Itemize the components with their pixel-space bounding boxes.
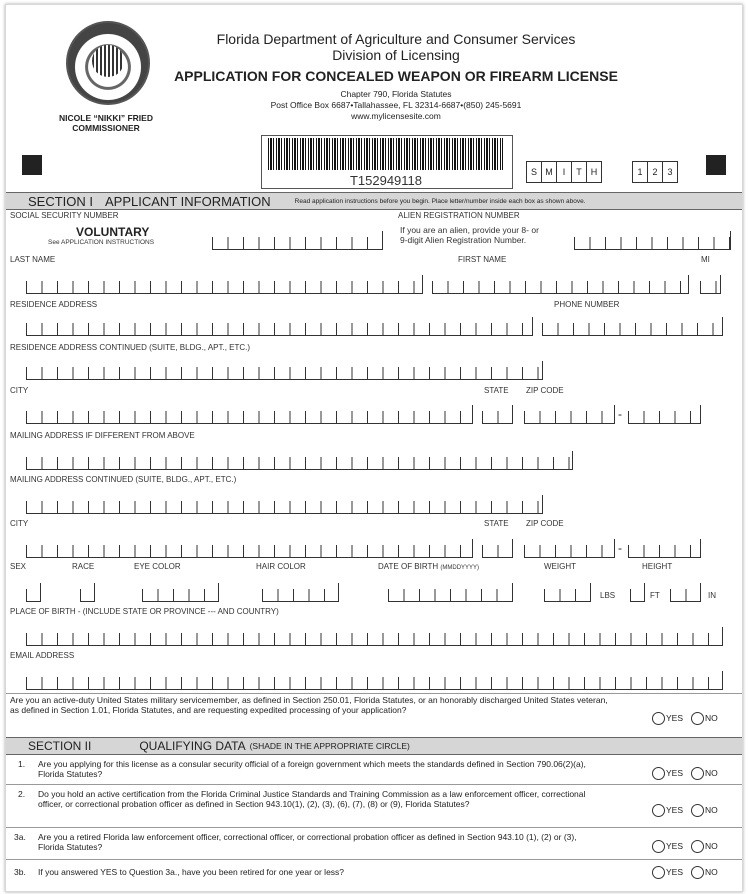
radio-circle-icon <box>691 840 704 853</box>
divider <box>6 784 742 785</box>
zip-dash: - <box>618 407 622 421</box>
alien-number-input[interactable] <box>574 231 731 250</box>
phone-label: PHONE NUMBER <box>554 300 620 309</box>
question-text: If you answered YES to Question 3a., have you been retired for one year or less? <box>38 867 345 877</box>
see-instructions: See APPLICATION INSTRUCTIONS <box>48 239 155 246</box>
alien-label: ALIEN REGISTRATION NUMBER <box>398 211 520 220</box>
yes-label: YES <box>666 767 684 778</box>
letter-box: T <box>571 161 587 183</box>
question-number: 2. <box>18 789 26 799</box>
state-label: STATE <box>484 386 509 395</box>
race-label: RACE <box>72 562 95 571</box>
yes-label: YES <box>666 866 684 877</box>
commissioner-block <box>36 113 176 133</box>
military-question: Are you an active-duty United States military servicemember, as defined in Section 250.01, Florida Statutes, or an honorably discharged United States veteran, as defined in Section 1.01, Florida Statutes, and are requesting expedited processing of your application? <box>10 695 608 715</box>
race-input[interactable] <box>80 583 95 602</box>
first-name-label: FIRST NAME <box>458 255 507 264</box>
radio-circle-icon <box>691 866 704 879</box>
radio-circle-icon <box>691 804 704 817</box>
radio-circle-icon <box>652 712 665 725</box>
residence-input[interactable] <box>26 317 533 336</box>
letter-box: S <box>526 161 542 183</box>
weight-input[interactable] <box>544 583 591 602</box>
zip-ext-input[interactable] <box>628 405 701 424</box>
mailing-label: MAILING ADDRESS IF DIFFERENT FROM ABOVE <box>10 431 195 440</box>
example-digit-boxes <box>632 161 677 183</box>
zip-label: ZIP CODE <box>526 386 564 395</box>
section1-note: Read application instructions before you begin. Place letter/number inside each box as shown above. <box>294 197 586 205</box>
header-sub <box>206 89 586 122</box>
digit-box: 3 <box>662 161 678 183</box>
eye-label: EYE COLOR <box>134 562 181 571</box>
question-text: Are you a retired Florida law enforcement officer, correctional officer, or correctional probation officer as defined in Section 943.10 (1), (2) or (3), Florida Statutes? <box>38 832 577 852</box>
in-unit: IN <box>708 591 716 600</box>
commissioner-name: NICOLE “NIKKI” FRIED <box>59 113 153 123</box>
no-label: NO <box>705 712 718 723</box>
military-no[interactable] <box>691 712 718 725</box>
dob-label <box>378 562 479 571</box>
question-number: 1. <box>18 759 26 769</box>
alien-help-1: If you are an alien, provide your 8- or <box>400 225 539 235</box>
first-name-input[interactable] <box>432 275 689 294</box>
barcode <box>268 138 503 170</box>
dept-name: Florida Department of Agriculture and Consumer Services <box>216 31 576 47</box>
barcode-number: T152949118 <box>349 173 423 188</box>
application-form <box>5 4 743 892</box>
department-seal <box>66 21 150 105</box>
question-number: 3a. <box>14 832 26 842</box>
ft-unit: FT <box>650 591 660 600</box>
section2-title: QUALIFYING DATA <box>139 739 246 753</box>
alien-help-2: 9-digit Alien Registration Number. <box>400 235 527 245</box>
question-text: Do you hold an active certification from the Florida Criminal Justice Standards and Training Commission as a law enforcement officer, correctional officer, or correctional probation officer as defined in Section 943.10(1), (2), (3), (6), (7), (8) or (9), Florida Statutes? <box>38 789 586 809</box>
digit-box: 2 <box>647 161 663 183</box>
residence-cont-input[interactable] <box>26 361 543 380</box>
hair-color-input[interactable] <box>262 583 339 602</box>
q1-no[interactable] <box>691 767 718 780</box>
zip2-dash: - <box>618 541 622 555</box>
no-label: NO <box>705 840 718 851</box>
radio-circle-icon <box>652 767 665 780</box>
mailing-cont-input[interactable] <box>26 495 543 514</box>
section2-label: SECTION II <box>28 739 92 753</box>
email-label: EMAIL ADDRESS <box>10 651 75 660</box>
no-label: NO <box>705 767 718 778</box>
registration-mark-left <box>22 155 42 175</box>
military-yes[interactable] <box>652 712 683 725</box>
zip2-input[interactable] <box>524 539 615 558</box>
q1-options <box>652 767 718 780</box>
ssn-input[interactable] <box>212 231 383 250</box>
dob-input[interactable] <box>388 583 513 602</box>
sex-input[interactable] <box>26 583 41 602</box>
section1-header <box>6 192 742 210</box>
last-name-label: LAST NAME <box>10 255 56 264</box>
q3a-yes[interactable] <box>652 840 683 853</box>
divider <box>6 827 742 828</box>
phone-input[interactable] <box>542 317 723 336</box>
radio-circle-icon <box>691 712 704 725</box>
mailing-input[interactable] <box>26 451 573 470</box>
division-name: Division of Licensing <box>332 47 460 63</box>
mailing-cont-label: MAILING ADDRESS CONTINUED (SUITE, BLDG., APT., ETC.) <box>10 475 237 484</box>
zip2-label: ZIP CODE <box>526 519 564 528</box>
chapter: Chapter 790, Florida Statutes <box>340 89 452 99</box>
q2-options <box>652 804 718 817</box>
voluntary-label: VOLUNTARY <box>76 225 150 239</box>
divider <box>6 693 742 694</box>
mailing-address: Post Office Box 6687•Tallahassee, FL 32314-6687•(850) 245-5691 <box>270 100 522 110</box>
header <box>166 31 626 63</box>
q3a-options <box>652 840 718 853</box>
city-input[interactable] <box>26 405 473 424</box>
digit-box: 1 <box>632 161 648 183</box>
section2-header <box>6 737 742 755</box>
q2-no[interactable] <box>691 804 718 817</box>
height-in-input[interactable] <box>670 583 701 602</box>
lbs-unit: LBS <box>600 591 616 600</box>
birthplace-label: PLACE OF BIRTH - (INCLUDE STATE OR PROVINCE --- AND COUNTRY) <box>10 607 279 616</box>
height-ft-input[interactable] <box>630 583 645 602</box>
weight-label: WEIGHT <box>544 562 576 571</box>
city2-label: CITY <box>10 519 29 528</box>
q3b-options <box>652 866 718 879</box>
dob-format: (MMDDYYYY) <box>440 565 480 571</box>
website: www.mylicensesite.com <box>351 111 441 121</box>
q3b-yes[interactable] <box>652 866 683 879</box>
state-input[interactable] <box>482 405 513 424</box>
height-label: HEIGHT <box>642 562 673 571</box>
no-label: NO <box>705 866 718 877</box>
military-options <box>652 712 718 725</box>
radio-circle-icon <box>691 767 704 780</box>
letter-box: I <box>556 161 572 183</box>
radio-circle-icon <box>652 804 665 817</box>
last-name-input[interactable] <box>26 275 423 294</box>
mi-label: MI <box>701 255 710 264</box>
yes-label: YES <box>666 712 684 723</box>
city2-input[interactable] <box>26 539 473 558</box>
question-text: Are you applying for this license as a consular security official of a foreign government which meets the standards defined in Section 790.06(2)(a), Florida Statutes? <box>38 759 586 779</box>
example-name-boxes <box>526 161 601 183</box>
registration-mark-right <box>706 155 726 175</box>
letter-box: H <box>586 161 602 183</box>
radio-circle-icon <box>652 840 665 853</box>
q3a-no[interactable] <box>691 840 718 853</box>
residence-cont-label: RESIDENCE ADDRESS CONTINUED (SUITE, BLDG., APT., ETC.) <box>10 343 251 352</box>
yes-label: YES <box>666 804 684 815</box>
section1-label: SECTION I <box>28 193 94 209</box>
commissioner-title: COMMISSIONER <box>72 123 140 133</box>
zip-input[interactable] <box>524 405 615 424</box>
section2-note: (SHADE IN THE APPROPRIATE CIRCLE) <box>249 741 410 751</box>
hair-label: HAIR COLOR <box>256 562 306 571</box>
no-label: NO <box>705 804 718 815</box>
email-input[interactable] <box>26 671 723 690</box>
radio-circle-icon <box>652 866 665 879</box>
zip2-ext-input[interactable] <box>628 539 701 558</box>
sex-label: SEX <box>10 562 27 571</box>
dob-label-text: DATE OF BIRTH <box>378 562 439 571</box>
letter-box: M <box>541 161 557 183</box>
ssn-label: SOCIAL SECURITY NUMBER <box>10 211 119 220</box>
yes-label: YES <box>666 840 684 851</box>
section1-title: APPLICANT INFORMATION <box>105 193 271 209</box>
question-number: 3b. <box>14 867 26 877</box>
residence-label: RESIDENCE ADDRESS <box>10 300 98 309</box>
state2-label: STATE <box>484 519 509 528</box>
mi-input[interactable] <box>700 275 721 294</box>
city-label: CITY <box>10 386 29 395</box>
q2-yes[interactable] <box>652 804 683 817</box>
state2-input[interactable] <box>482 539 513 558</box>
q3b-no[interactable] <box>691 866 718 879</box>
eye-color-input[interactable] <box>142 583 219 602</box>
birthplace-input[interactable] <box>26 627 723 646</box>
divider <box>6 859 742 860</box>
form-title: APPLICATION FOR CONCEALED WEAPON OR FIREARM LICENSE <box>174 68 618 84</box>
q1-yes[interactable] <box>652 767 683 780</box>
